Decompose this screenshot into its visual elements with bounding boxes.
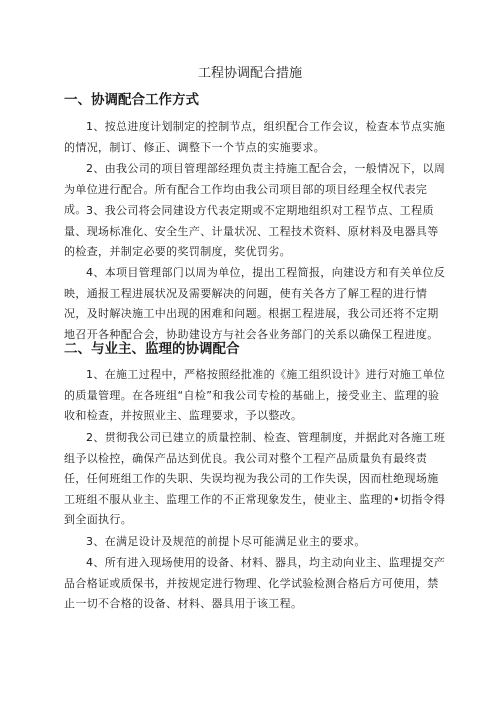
paragraph-1-4: 4、本项目管理部门以周为单位，提出工程简报，向建设方和有关单位反映，通报工程进展状况及需要解决的问题，使有关各方了解工程的进行情况，及时解决施工中出现的困难和问题。根据工程进展，我公司还将不定期地召开各种配合会，协助建设方与社会各业务部门的关系以确保工程进度。 [64,266,446,341]
document-title: 工程协调配合措施 [197,66,302,81]
paragraph-2-2: 2、贯彻我公司已建立的质量控制、检查、管理制度，并据此对各施工班组予以检控，确保产品达到优良。我公司对整个工程产品质量负有最终责任，任何班组工作的失职、失误均视为我公司的工作失误，因而杜绝现场施工班组不服从业主、监理工作的不正常现象发生，使业主、监理的•切指令得到全面执行。 [64,431,446,527]
section-heading-owner-supervisor: 二、与业主、监理的协调配合 [64,341,240,357]
paragraph-2-4: 4、所有进入现场使用的设备、材料、器具，均主动向业主、监理提交产品合格证或质保书，并按规定进行物理、化学试验检测合格后方可使用，禁止一切不合格的设备、材料、器具用于该工程。 [64,556,446,611]
paragraph-1-3: 3、我公司将会同建设方代表定期或不定期地组织对工程节点、工程质量、现场标准化、安全生产、计量状况、工程技术资料、原材料及电器具等的检查，并制定必要的奖罚制度，奖优罚劣。 [64,204,439,259]
paragraph-2-3: 3、在满足设计及规范的前提卜尽可能满足业主的要求。 [86,535,366,548]
section-heading-coordination-methods: 一、协调配合工作方式 [64,92,199,108]
paragraph-1-2: 2、由我公司的项目管理部经理负责主持施工配合会，一般情况下，以周为单位进行配合。所有配合工作均由我公司项目部的项目经理全权代表完成。 [64,162,446,217]
paragraph-1-1: 1、按总进度计划制定的控制节点，组织配合工作会议，检查本节点实施的情况，制订、修正、调整下一个节点的实施要求。 [64,120,446,154]
paragraph-2-1: 1、在施工过程中，严格按照经批准的《施工组织设计》进行对施工单位的质量管理。在各班组“自检”和我公司专检的基础上，接受业主、监理的验收和检查，并按照业主、监理要求，予以整改。 [64,368,446,423]
